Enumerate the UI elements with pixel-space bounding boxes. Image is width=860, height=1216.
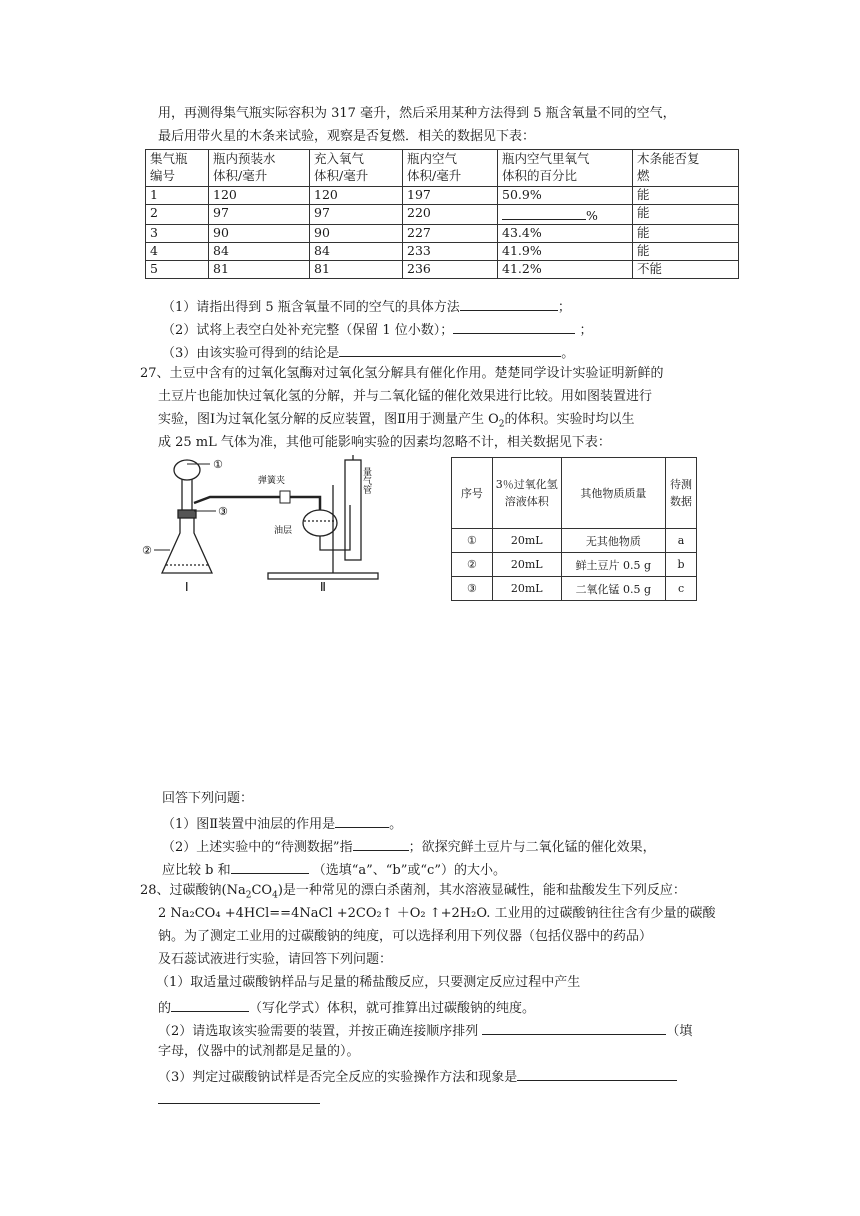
q27-answer-2: （2）上述实验中的“待测数据”指 ；欲探究鲜土豆片与二氧化锰的催化效果， xyxy=(162,836,656,857)
header-cell: 瓶内空气 体积/毫升 xyxy=(403,150,498,187)
answer-blank[interactable] xyxy=(517,1066,677,1081)
header-cell: 3％过氧化氢溶液体积 xyxy=(492,458,561,529)
table-cell: 41.9% xyxy=(498,243,633,261)
answer-blank[interactable] xyxy=(482,1020,666,1035)
table-cell: 鲜土豆片 0.5 g xyxy=(561,553,665,577)
table-row xyxy=(452,577,697,601)
measuring-tube-label: 量气管 xyxy=(361,467,371,494)
table-cell: 5 xyxy=(146,261,209,279)
answer-blank[interactable] xyxy=(171,997,249,1012)
q28-item-3-line-2 xyxy=(158,1089,320,1110)
q27-line-3: 实验，图Ⅰ为过氧化氢分解的反应装置，图Ⅱ用于测量产生 $O_2$的体积。实验时均以生 xyxy=(158,412,635,430)
delivery-tube xyxy=(194,497,320,510)
answer-blank[interactable] xyxy=(502,205,586,220)
table-cell: 84 xyxy=(209,243,310,261)
table-row xyxy=(146,243,739,261)
table-row xyxy=(452,529,697,553)
table-cell: 120 xyxy=(310,187,403,205)
header-cell: 充入氧气 体积/毫升 xyxy=(310,150,403,187)
q27-answer-2-line-2: 应比较 b 和 （选填“a”、“b”或“c”）的大小。 xyxy=(162,859,506,880)
q28-line-1: 28、过碳酸钠$(Na_2CO_4)$是一种常见的漂白杀菌剂，其水溶液显碱性，能和盐酸发生下列反应： xyxy=(140,883,686,901)
clamp-label: 弹簧夹 xyxy=(258,476,286,486)
q26-item-2: （2）试将上表空白处补充完整（保留 1 位小数）； ； xyxy=(162,319,592,340)
table-cell-blank[interactable]: % xyxy=(498,205,633,225)
q28-item-3: （3）判定过碳酸钠试样是否完全反应的实验操作方法和现象是 xyxy=(158,1066,677,1087)
header-cell: 木条能否复 燃 xyxy=(633,150,739,187)
table-row xyxy=(452,553,697,577)
table-row xyxy=(146,261,739,279)
table-cell: ② xyxy=(452,553,493,577)
table-cell: c xyxy=(666,577,697,601)
table-cell: 20mL xyxy=(492,553,561,577)
table-cell: 能 xyxy=(633,187,739,205)
table-cell: 不能 xyxy=(633,261,739,279)
table-cell: 20mL xyxy=(492,529,561,553)
oxygen-data-table xyxy=(145,149,739,279)
header-cell: 其他物质质量 xyxy=(561,458,665,529)
table-row xyxy=(146,225,739,243)
table-cell: 能 xyxy=(633,243,739,261)
q26-item-3: （3）由该实验可得到的结论是 。 xyxy=(162,342,574,363)
catalyst-table xyxy=(451,457,697,601)
table-cell: 能 xyxy=(633,225,739,243)
q27-line-1: 27、土豆中含有的过氧化氢酶对过氧化氢分解具有催化作用。楚楚同学设计实验证明新鲜的 xyxy=(140,366,664,381)
table-cell: 43.4% xyxy=(498,225,633,243)
table-cell: 二氧化锰 0.5 g xyxy=(561,577,665,601)
table-cell: 3 xyxy=(146,225,209,243)
answer-blank[interactable] xyxy=(231,859,309,874)
q28-line-3: 钠。为了测定工业用的过碳酸钠的纯度，可以选择利用下列仪器（包括仪器中的药品） xyxy=(158,929,653,944)
table-cell: 81 xyxy=(310,261,403,279)
table-cell: 197 xyxy=(403,187,498,205)
table-cell: ① xyxy=(452,529,493,553)
q28-equation: 2 Na₂CO₄ +4HCl==4NaCl +2CO₂↑ ＋O₂ ↑+2H₂O. 工业用的过碳酸钠往往含有少量的碳酸 xyxy=(158,906,716,921)
intro-line-1: 用，再测得集气瓶实际容积为 317 毫升，然后采用某种方法得到 5 瓶含氧量不同的空气， xyxy=(158,106,676,121)
header-cell: 待测数据 xyxy=(666,458,697,529)
table-cell: 1 xyxy=(146,187,209,205)
figure-II-label: Ⅱ xyxy=(320,580,326,594)
q28-item-2: （2）请选取该实验需要的装置，并按正确连接顺序排列 （填 xyxy=(158,1020,692,1041)
table-row xyxy=(146,205,739,225)
answer-blank[interactable] xyxy=(453,319,575,334)
table-header-row xyxy=(146,150,739,187)
q28-line-4: 及石蕊试液进行实验，请回答下列问题： xyxy=(158,952,393,967)
answer-blank[interactable] xyxy=(158,1089,320,1104)
q28-item-1: （1）取适量过碳酸钠样品与足量的稀盐酸反应，只要测定反应过程中产生 xyxy=(156,975,581,990)
q27-answer-intro: 回答下列问题： xyxy=(162,791,254,806)
table-cell: 81 xyxy=(209,261,310,279)
table-cell: 50.9% xyxy=(498,187,633,205)
answer-blank[interactable] xyxy=(353,836,409,851)
table-header-row xyxy=(452,458,697,529)
q27-line-2: 土豆片也能加快过氧化氢的分解，并与二氧化锰的催化效果进行比较。用如图装置进行 xyxy=(158,389,653,404)
intro-line-2: 最后用带火星的木条来试验，观察是否复燃．相关的数据见下表： xyxy=(158,129,536,144)
q28-item-2-line-2: 字母，仪器中的试剂都是足量的）。 xyxy=(158,1044,360,1059)
label-3: ③ xyxy=(218,505,228,518)
table-cell: 90 xyxy=(209,225,310,243)
table-row xyxy=(146,187,739,205)
table-cell: 41.2% xyxy=(498,261,633,279)
label-2: ② xyxy=(142,544,152,557)
table-cell: 2 xyxy=(146,205,209,225)
q27-line-4: 成 25 mL 气体为准，其他可能影响实验的因素均忽略不计，相关数据见下表： xyxy=(158,435,611,450)
table-cell: 120 xyxy=(209,187,310,205)
oil-layer-label: 油层 xyxy=(274,526,293,536)
header-cell: 序号 xyxy=(452,458,493,529)
header-cell: 瓶内空气里氧气 体积的百分比 xyxy=(498,150,633,187)
reaction-flask xyxy=(162,460,212,573)
table-cell: 90 xyxy=(310,225,403,243)
table-cell: a xyxy=(666,529,697,553)
table-cell: 233 xyxy=(403,243,498,261)
answer-blank[interactable] xyxy=(335,813,389,828)
answer-blank[interactable] xyxy=(460,296,558,311)
table-cell: 20mL xyxy=(492,577,561,601)
table-cell: b xyxy=(666,553,697,577)
table-cell: 97 xyxy=(310,205,403,225)
q26-item-1: （1）请指出得到 5 瓶含氧量不同的空气的具体方法 ； xyxy=(162,296,571,317)
table-cell: 84 xyxy=(310,243,403,261)
header-cell: 集气瓶 编号 xyxy=(146,150,209,187)
label-1: ① xyxy=(213,458,223,471)
header-cell: 瓶内预装水 体积/毫升 xyxy=(209,150,310,187)
q28-item-1-line-2: 的 （写化学式）体积，就可推算出过碳酸钠的纯度。 xyxy=(158,997,535,1018)
q27-answer-1: （1）图Ⅱ装置中油层的作用是 。 xyxy=(162,813,402,834)
table-cell: ③ xyxy=(452,577,493,601)
table-cell: 97 xyxy=(209,205,310,225)
answer-blank[interactable] xyxy=(339,342,561,357)
figure-I-label: Ⅰ xyxy=(185,580,189,594)
table-cell: 236 xyxy=(403,261,498,279)
clamp-icon xyxy=(280,491,290,503)
apparatus-figure xyxy=(140,455,440,595)
table-cell: 能 xyxy=(633,205,739,225)
table-cell: 227 xyxy=(403,225,498,243)
table-cell: 4 xyxy=(146,243,209,261)
table-cell: 无其他物质 xyxy=(561,529,665,553)
table-cell: 220 xyxy=(403,205,498,225)
